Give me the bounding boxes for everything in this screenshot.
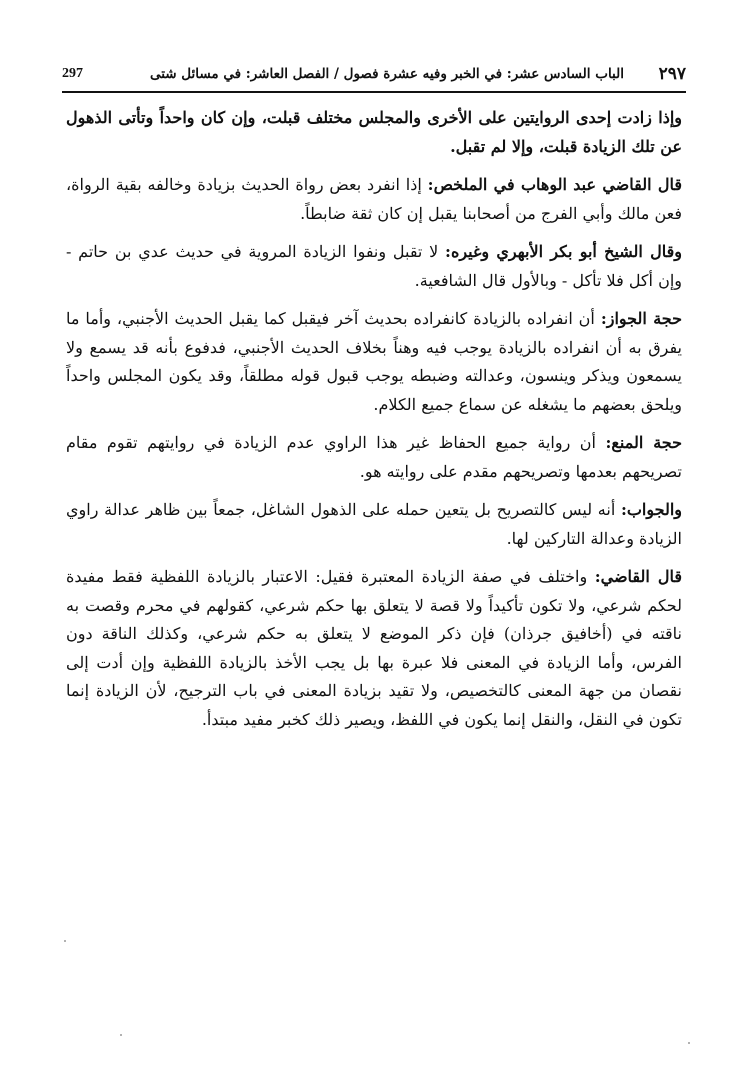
paragraph-7 <box>66 563 682 734</box>
paragraph-2-text: إذا انفرد بعض رواة الحديث بزيادة وخالفه بقية الرواة، فعن مالك وأبي الفرج من أصحابنا يقبل إن كان ثقة ضابطاً. <box>66 175 682 223</box>
scan-speck <box>64 940 66 942</box>
paragraph-4-text: أن انفراده بالزيادة كانفراده بحديث آخر فيقبل كما يقبل الحديث الأجنبي، وأما ما يفرق به أن انفراده بالزيادة يوجب فيه وهناً بخلاف الحديث الأجنبي، فدفوع بأنه قد يسمع ولا يسمعون ويذكر وينسون، وعدالته وضبطه يوجب قبول قوله مطلقاً، وقد يكون المجلس واحداً ويلحق بعضهم ما يشغله عن سماع جميع الكلام. <box>66 309 683 414</box>
paragraph-5 <box>66 429 682 486</box>
paragraph-7-text: واختلف في صفة الزيادة المعتبرة فقيل: الاعتبار بالزيادة اللفظية فقط مفيدة لحكم شرعي، ولا تكون تأكيداً ولا قصة لا يتعلق بها حكم شرعي، كقولهم في محرم وقصت به ناقته في (أخافيق جرذان) فإن ذكر الموضع لا يتعلق به حكم شرعي، وكذلك الناقة دون الفرس، وأما الزيادة في المعنى فلا عبرة بها بل يجب الأخذ بالزيادة اللفظية وإن أدت إلى نقصان من جهة المعنى كالتخصيص، ولا تقيد بزيادة المعنى في باب الترجيح، لأن الزيادة إنما تكون في النقل، والنقل إنما يكون في اللفظ، ويصير ذلك كخبر مفيد مبتدأ. <box>66 567 682 729</box>
paragraph-2 <box>66 171 682 228</box>
header-rule <box>62 91 686 93</box>
paragraph-2-speaker: قال القاضي عبد الوهاب في الملخص: <box>427 175 682 194</box>
arabic-page-number: ٢٩٧ <box>658 64 686 84</box>
paragraph-4-speaker: حجة الجواز: <box>600 309 683 328</box>
paragraph-1-text: وإذا زادت إحدى الروايتين على الأخرى والمجلس مختلف قبلت، وإن كان واحداً وتأتى الذهول عن تلك الزيادة قبلت، وإلا لم تقبل. <box>66 108 683 156</box>
paragraph-6-text: أنه ليس كالتصريح بل يتعين حمله على الذهول الشاغل، جمعاً بين ظاهر عدالة راوي الزيادة وعدالة التاركين لها. <box>66 500 682 548</box>
paragraph-3-text: لا تقبل ونفوا الزيادة المروية في حديث عدي بن حاتم - وإن أكل فلا تأكل - وبالأول قال الشافعية. <box>66 242 682 290</box>
paragraph-3 <box>66 238 682 295</box>
paragraph-6-speaker: والجواب: <box>620 500 682 519</box>
scan-speck <box>688 1042 690 1044</box>
paragraph-7-speaker: قال القاضي: <box>594 567 682 586</box>
paragraph-5-text: أن رواية جميع الحفاظ غير هذا الراوي عدم الزيادة في روايتهم تقوم مقام تصريحهم بعدمها وتصريحهم مقدم على روايته هو. <box>66 433 682 481</box>
paragraph-6 <box>66 496 682 553</box>
page-body <box>66 104 682 744</box>
paragraph-4 <box>66 305 682 419</box>
paragraph-3-speaker: وقال الشيخ أبو بكر الأبهري وغيره: <box>445 242 683 261</box>
page-header <box>62 62 686 92</box>
latin-page-number: 297 <box>62 66 83 81</box>
running-title: الباب السادس عشر: في الخبر وفيه عشرة فصول / الفصل العاشر: في مسائل شتى <box>149 66 624 82</box>
scan-speck <box>120 1034 122 1036</box>
paragraph-5-speaker: حجة المنع: <box>605 433 683 452</box>
paragraph-1 <box>66 104 682 161</box>
